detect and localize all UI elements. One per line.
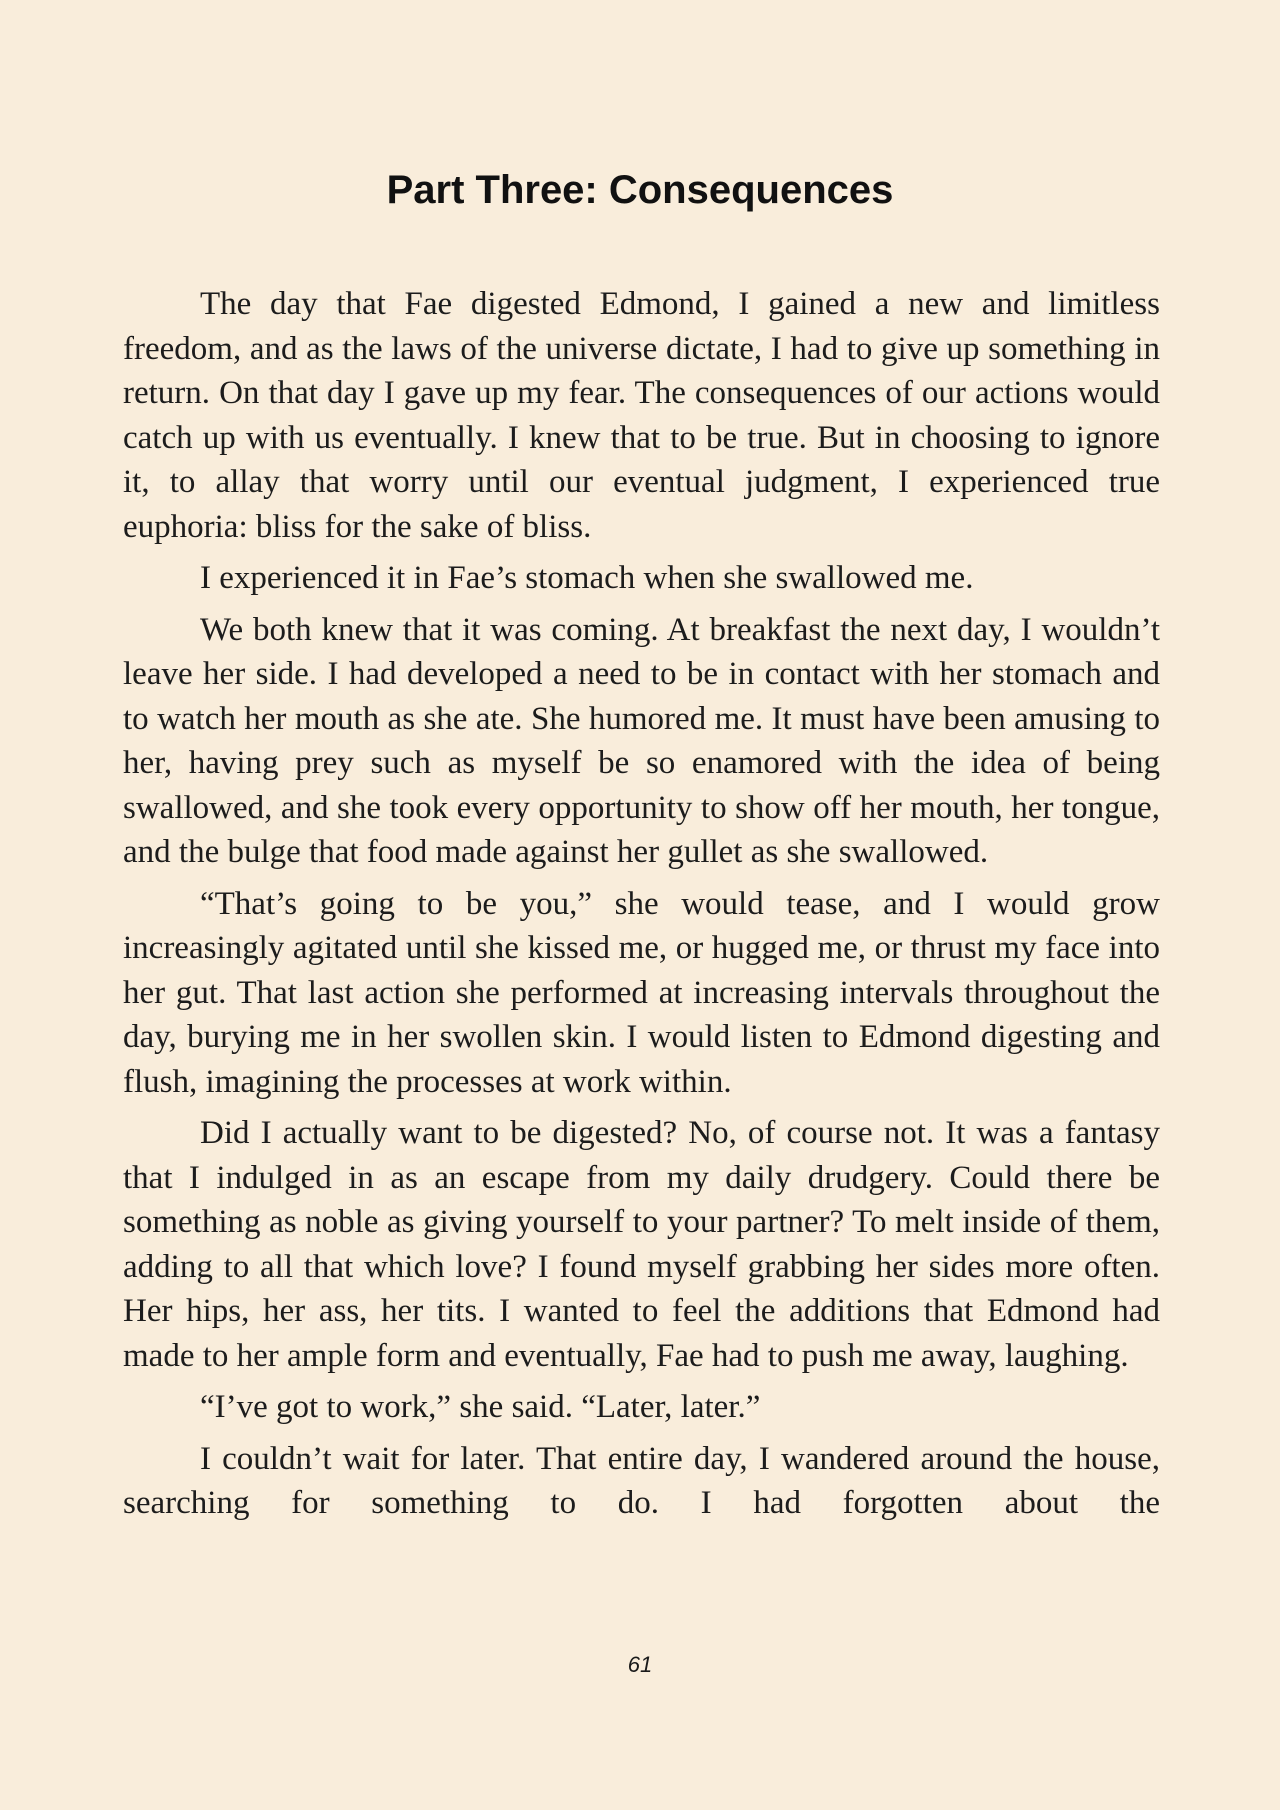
page-number: 61 (627, 1652, 653, 1677)
paragraph: I experienced it in Fae’s stomach when she swallowed me. (200, 560, 974, 596)
paragraph: We both knew that it was coming. At breakfast the next day, I wouldn’t leave her side. I had developed a need to be in contact with her stomach and to watch her mouth as she ate. She humored me. It must have been amusing to her, having prey such as myself be so enamored with the idea of being swallowed, and she took every opportunity to show off her mouth, her tongue, and the bulge that food made against her gullet as she swallowed. (123, 611, 1160, 870)
paragraph: Did I actually want to be digested? No, of course not. It was a fantasy that I indulged in as an escape from my daily drudgery. Could there be something as noble as giving yourself to your partner? To melt inside of them, adding to all that which love? I found myself grabbing her sides more often. Her hips, her ass, her tits. I wanted to feel the additions that Edmond had made to her ample form and eventually, Fae had to push me away, laughing. (123, 1115, 1160, 1374)
paragraph: “I’ve got to work,” she said. “Later, later.” (200, 1389, 761, 1425)
paragraph: “That’s going to be you,” she would tease, and I would grow increasingly agitated until she kissed me, or hugged me, or thrust my face into her gut. That last action she performed at increasing intervals throughout the day, burying me in her swollen skin. I would listen to Edmond digesting and flush, imagining the processes at work within. (123, 885, 1160, 1100)
body-text (123, 282, 1160, 1533)
chapter-title: Part Three: Consequences (386, 168, 894, 212)
paragraph: The day that Fae digested Edmond, I gained a new and limitless freedom, and as the laws of the universe dictate, I had to give up something in return. On that day I gave up my fear. The consequences of our actions would catch up with us eventually. I knew that to be true. But in choosing to ignore it, to allay that worry until our eventual judgment, I experienced true euphoria: bliss for the sake of bliss. (123, 286, 1160, 545)
paragraph: I couldn’t wait for later. That entire day, I wandered around the house, searching for something to do. I had forgotten about the (123, 1440, 1160, 1521)
